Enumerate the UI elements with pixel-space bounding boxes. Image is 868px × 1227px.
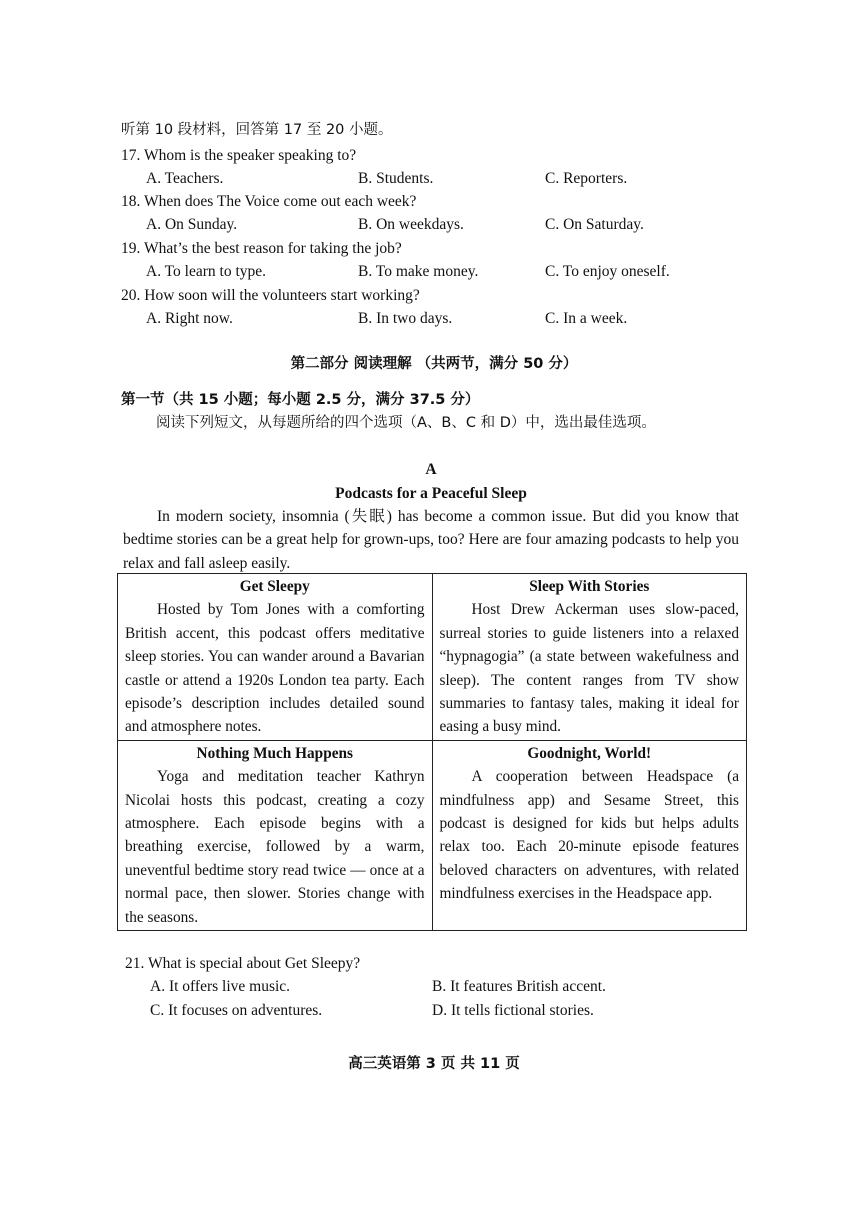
- podcast-cell: [432, 740, 747, 930]
- part-title: 第二部分 阅读理解 （共两节，满分 50 分）: [290, 356, 578, 372]
- reading-instruction: 阅读下列短文，从每题所给的四个选项（A、B、C 和 D）中，选出最佳选项。: [156, 415, 656, 431]
- question-18-option-b: B. On weekdays.: [358, 216, 464, 233]
- question-18-option-c: C. On Saturday.: [545, 216, 644, 233]
- podcast-name: Goodnight, World!: [527, 744, 652, 762]
- question-21-option-d: D. It tells fictional stories.: [432, 1002, 594, 1019]
- question-17-option-b: B. Students.: [358, 170, 434, 187]
- podcast-cell: [432, 574, 747, 741]
- question-17-stem: 17. Whom is the speaker speaking to?: [121, 147, 357, 164]
- passage-letter: A: [425, 461, 437, 478]
- intro-paragraph: In modern society, insomnia (失眠) has become a common issue. But did you know that bedtime stories can be a great help for grown-ups, too? Here are four amazing podcasts to help you relax and fall asleep easily.: [123, 508, 739, 572]
- podcast-description: A cooperation between Headspace (a mindfulness app) and Sesame Street, this podcast is designed for kids but helps adults relax too. Each 20-minute episode features beloved characters on adventures, with related mindfulness exercises in the Headspace app.: [439, 768, 739, 903]
- question-21-stem: 21. What is special about Get Sleepy?: [125, 955, 361, 972]
- passage-title: Podcasts for a Peaceful Sleep: [335, 485, 527, 502]
- podcast-cell: [118, 740, 433, 930]
- page-footer: 高三英语第 3 页 共 11 页: [348, 1056, 520, 1072]
- question-21-option-c: C. It focuses on adventures.: [150, 1002, 323, 1019]
- podcast-table: [117, 573, 747, 931]
- podcast-description: Host Drew Ackerman uses slow-paced, surreal stories to guide listeners into a relaxed “hypnagogia” (a state between wakefulness and sleep). The content ranges from TV show summaries to fantasy tales, making it ideal for easing a busy mind.: [439, 601, 739, 736]
- question-20-option-a: A. Right now.: [146, 310, 233, 327]
- question-20-option-c: C. In a week.: [545, 310, 628, 327]
- podcast-description: Hosted by Tom Jones with a comforting British accent, this podcast offers meditative sleep stories. You can wander around a Bavarian castle or attend a 1920s London tea party. Each episode’s description includes detailed sound and atmosphere notes.: [125, 601, 425, 736]
- question-18-stem: 18. When does The Voice come out each week?: [121, 193, 417, 210]
- question-21-option-b: B. It features British accent.: [432, 978, 606, 995]
- question-21-option-a: A. It offers live music.: [150, 978, 291, 995]
- question-20-option-b: B. In two days.: [358, 310, 453, 327]
- question-20-stem: 20. How soon will the volunteers start working?: [121, 287, 420, 304]
- question-17-option-a: A. Teachers.: [146, 170, 224, 187]
- question-19-option-b: B. To make money.: [358, 263, 479, 280]
- podcast-cell: [118, 574, 433, 741]
- podcast-description: Yoga and meditation teacher Kathryn Nicolai hosts this podcast, creating a cozy atmosphere. Each episode begins with a breathing exercise, followed by a warm, uneventful bedtime story read twice — once at a normal pace, then slower. Stories change with the seasons.: [125, 768, 425, 926]
- question-18-option-a: A. On Sunday.: [146, 216, 238, 233]
- podcast-name: Get Sleepy: [239, 578, 310, 595]
- question-19-stem: 19. What’s the best reason for taking the job?: [121, 240, 402, 257]
- question-19-option-c: C. To enjoy oneself.: [545, 263, 670, 280]
- podcast-name: Sleep With Stories: [529, 578, 650, 595]
- podcast-name: Nothing Much Happens: [196, 744, 353, 762]
- listening-intro: 听第 10 段材料，回答第 17 至 20 小题。: [121, 122, 393, 138]
- section-title: 第一节（共 15 小题；每小题 2.5 分，满分 37.5 分）: [121, 392, 480, 408]
- question-17-option-c: C. Reporters.: [545, 170, 628, 187]
- question-19-option-a: A. To learn to type.: [146, 263, 267, 280]
